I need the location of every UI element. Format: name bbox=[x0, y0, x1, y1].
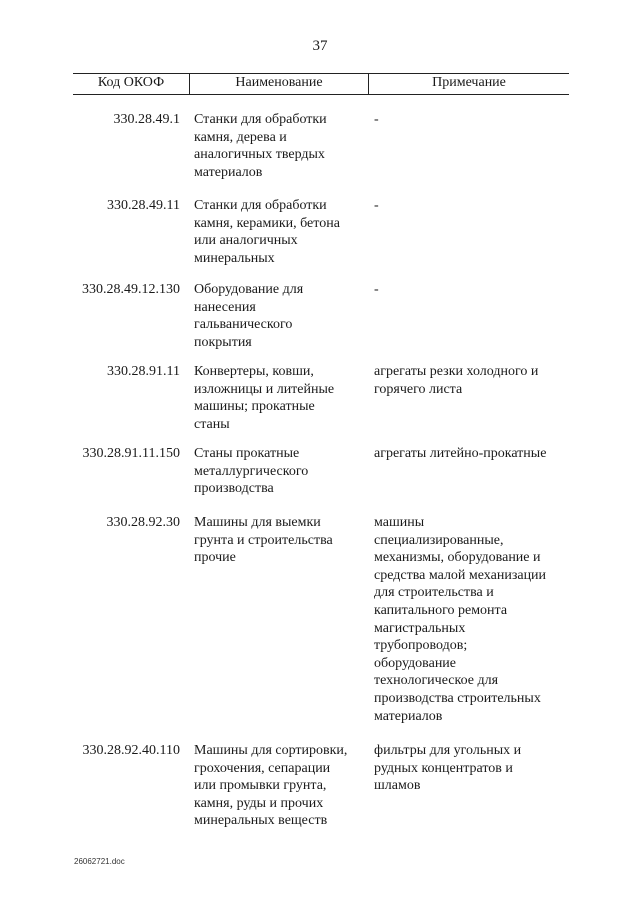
item-name bbox=[194, 514, 364, 567]
item-name-line: Станы прокатные bbox=[194, 446, 300, 461]
item-note bbox=[374, 281, 570, 299]
item-name-line: Станки для обработки bbox=[194, 112, 327, 127]
okof-code: 330.28.91.11.150 bbox=[82, 446, 180, 461]
okof-code: 330.28.49.11 bbox=[107, 198, 180, 213]
item-name-line: или аналогичных bbox=[194, 233, 298, 249]
item-name-line: грунта и строительства bbox=[194, 532, 333, 548]
okof-code: 330.28.92.30 bbox=[106, 515, 180, 530]
item-name-line: материалов bbox=[194, 164, 263, 180]
item-note-line: производства строительных bbox=[374, 690, 541, 706]
header-code: Код ОКОФ bbox=[97, 75, 165, 90]
item-note-line: магистральных bbox=[374, 620, 466, 636]
item-name-line: аналогичных твердых bbox=[194, 147, 325, 163]
item-name-line: минеральных веществ bbox=[194, 813, 328, 829]
item-note-line: материалов bbox=[374, 708, 443, 724]
item-note-line: механизмы, оборудование и bbox=[374, 550, 541, 566]
page-number: 37 bbox=[312, 38, 328, 54]
item-note-line: оборудование bbox=[374, 655, 457, 671]
item-name-line: гальванического bbox=[194, 317, 293, 333]
item-note bbox=[374, 197, 570, 215]
item-name-line: нанесения bbox=[194, 299, 256, 315]
okof-code: 330.28.92.40.110 bbox=[82, 743, 180, 758]
header-name: Наименование bbox=[235, 75, 323, 90]
item-name-line: Оборудование для bbox=[194, 282, 304, 297]
item-name-line: Машины для сортировки, bbox=[194, 743, 348, 758]
item-note bbox=[374, 445, 570, 463]
okof-code: 330.28.49.1 bbox=[113, 112, 180, 127]
item-name-line: минеральных bbox=[194, 250, 275, 266]
item-name-line: Машины для выемки bbox=[194, 515, 321, 530]
item-name-line: машины; прокатные bbox=[194, 399, 315, 415]
item-note bbox=[374, 363, 570, 398]
item-note-line: агрегаты литейно-прокатные bbox=[374, 446, 547, 461]
item-name-line: производства bbox=[194, 481, 274, 497]
item-name bbox=[194, 111, 364, 181]
item-note-line: специализированные, bbox=[374, 532, 504, 548]
footer-filename: 26062721.doc bbox=[74, 857, 125, 866]
item-name-line: прочие bbox=[194, 550, 236, 566]
item-note-line: фильтры для угольных и bbox=[374, 743, 522, 758]
item-note-line: капитального ремонта bbox=[374, 602, 508, 618]
item-name-line: грохочения, сепарации bbox=[194, 760, 331, 776]
item-name-line: станы bbox=[194, 416, 230, 432]
item-note-line: шламов bbox=[374, 778, 421, 794]
item-note-line: рудных концентратов и bbox=[374, 760, 513, 776]
item-note-line: горячего листа bbox=[374, 381, 463, 397]
header-note: Примечание bbox=[432, 75, 506, 90]
item-note-line: машины bbox=[374, 515, 425, 530]
item-name bbox=[194, 742, 364, 830]
item-note-line: трубопроводов; bbox=[374, 638, 468, 654]
item-note-line: - bbox=[374, 112, 379, 127]
item-note-line: средства малой механизации bbox=[374, 567, 547, 583]
item-name bbox=[194, 281, 364, 351]
item-name-line: покрытия bbox=[194, 334, 252, 350]
item-note-line: технологическое для bbox=[374, 673, 499, 689]
okof-code: 330.28.49.12.130 bbox=[82, 282, 180, 297]
item-name-line: камня, керамики, бетона bbox=[194, 215, 340, 231]
item-note-line: - bbox=[374, 198, 379, 213]
item-name-line: камня, руды и прочих bbox=[194, 795, 324, 811]
item-name-line: камня, дерева и bbox=[194, 129, 287, 145]
item-note-line: - bbox=[374, 282, 379, 297]
item-name-line: Станки для обработки bbox=[194, 198, 327, 213]
item-name bbox=[194, 445, 364, 498]
table-header bbox=[73, 73, 569, 95]
item-name bbox=[194, 197, 364, 267]
item-name-line: изложницы и литейные bbox=[194, 381, 335, 397]
item-note bbox=[374, 111, 570, 129]
item-name-line: металлургического bbox=[194, 463, 309, 479]
okof-code: 330.28.91.11 bbox=[107, 364, 180, 379]
item-name bbox=[194, 363, 364, 433]
item-note-line: агрегаты резки холодного и bbox=[374, 364, 539, 379]
item-note-line: для строительства и bbox=[374, 585, 494, 601]
item-name-line: или промывки грунта, bbox=[194, 778, 327, 794]
item-note bbox=[374, 514, 570, 725]
item-note bbox=[374, 742, 570, 795]
item-name-line: Конвертеры, ковши, bbox=[194, 364, 314, 379]
